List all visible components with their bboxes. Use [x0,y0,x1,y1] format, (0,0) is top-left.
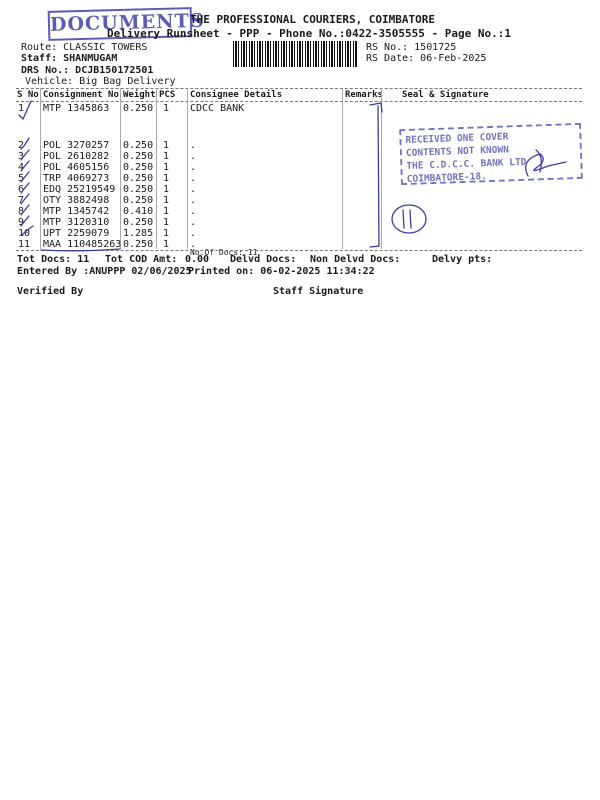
tick-mark [22,226,33,235]
table-row: 7 OTY 3882498 0.250 1 . [18,195,197,206]
col-remarks: Remarks [345,90,383,100]
tick-mark [21,161,29,171]
tick-mark [21,216,29,226]
table-row: 9 MTP 3120310 0.250 1 . [18,217,197,228]
vehicle-label: Vehicle: Big Bag Delivery [25,76,176,87]
underline-mark [41,249,120,251]
col-weight: Weight [123,90,156,100]
col-sno: S No [17,90,39,100]
printed-on: Printed on: 06-02-2025 11:34:22 [188,266,375,277]
table-row: 10 UPT 2259079 1.285 1 . [18,228,197,239]
col-consignee: Consignee Details [190,90,283,100]
col-pcs: PCS [159,90,176,100]
tick-mark [21,138,29,149]
verified-by: Verified By [17,286,84,297]
count-stroke [403,210,411,228]
no-of-docs: No.Of Docs: 11 [190,248,258,257]
table-row: 1 MTP 1345863 0.250 1 CDCC BANK [18,103,245,114]
remarks-bracket [370,103,382,247]
non-delvd-docs: Non Delvd Docs: [310,254,401,265]
tick-mark [21,150,29,160]
rs-number: RS No.: 1501725 [366,42,457,53]
receipt-seal-stamp: RECEIVED ONE COVER CONTENTS NOT KNOWN THE C.D.C.C. BANK LTD COIMBATORE-18. [399,123,583,185]
company-title: THE PROFESSIONAL COURIERS, COIMBATORE [190,13,436,26]
tot-docs: Tot Docs: 11 [17,254,90,265]
table-row: 3 POL 2610282 0.250 1 . [18,151,197,162]
route-label: Route: CLASSIC TOWERS [21,42,148,53]
rs-date: RS Date: 06-Feb-2025 [366,53,487,64]
table-row: 5 TRP 4069273 0.250 1 . [18,173,197,184]
table-row: 4 POL 4605156 0.250 1 . [18,162,197,173]
documents-stamp: DOCUMENTS [48,7,193,41]
delvy-pts: Delvy pts: [432,254,493,265]
col-consignment: Consignment No [43,90,119,100]
tick-mark [21,172,29,182]
table-row: 6 EDQ 25219549 0.250 1 . [18,184,197,195]
count-circle [392,205,426,233]
table-row: 8 MTP 1345742 0.410 1 . [18,206,197,217]
tot-cod-amount: 0.00 [185,254,210,265]
tot-cod-label: Tot COD Amt: [105,254,178,265]
table-row: 2 POL 3270257 0.250 1 . [18,140,197,151]
staff-label: Staff: SHANMUGAM [21,53,118,64]
tick-mark [21,194,29,204]
col-seal: Seal & Signature [402,90,489,100]
tick-mark [21,205,29,215]
runsheet-subtitle: Delivery Runsheet - PPP - Phone No.:0422-3505555 - Page No.:1 [107,27,511,40]
drs-number: DRS No.: DCJB150172501 [21,65,154,76]
staff-signature: Staff Signature [273,286,364,297]
tick-mark [19,101,31,119]
table-row: 11 MAA 110485263 0.250 1 . [18,239,197,250]
tick-mark [21,183,29,193]
entered-by: Entered By :ANUPPP 02/06/2025 [17,266,192,277]
delvd-docs: Delvd Docs: [230,254,297,265]
